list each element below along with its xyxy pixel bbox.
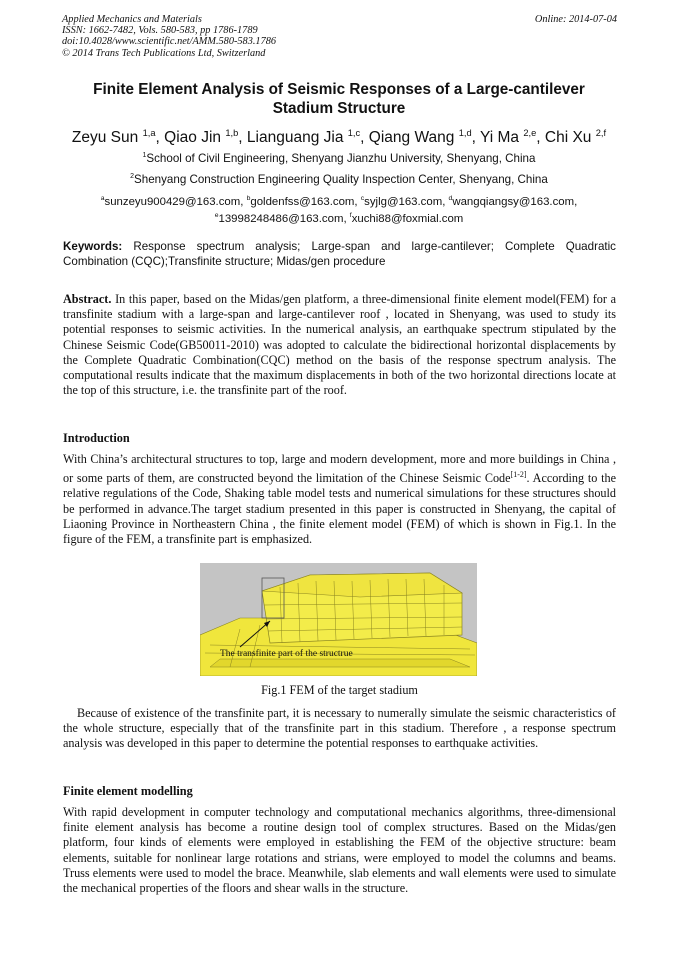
author: Qiang Wang $^{1,d}$ (368, 128, 472, 147)
author: Chi Xu $^{2,f}$ (544, 128, 607, 147)
paper-title (40, 80, 638, 118)
author: Yi Ma $^{2,e}$ (479, 128, 537, 147)
email: $^b$goldenfss@163.com (246, 195, 355, 208)
email-list: $^a$sunzeyu900429@163.com, $^b$goldenfss@163.com, $^c$syjlg@163.com, $^d$wangqiangsy@163.com, $^e$13998248486@163.com, $^f$xuchi88@foxmial.com (100, 195, 578, 225)
journal-header (62, 14, 617, 59)
author: Qiao Jin $^{1,b}$ (164, 128, 239, 147)
issn-line: ISSN: 1662-7482, Vols. 580-583, pp 1786-1789 (62, 25, 258, 37)
affiliation-1: $^1$School of Civil Engineering, Shenyang Jianzhu University, Shenyang, China (142, 151, 536, 165)
keywords-text: Response spectrum analysis; Large-span and large-cantilever; Complete Quadratic Combination (CQC);Transfinite structure; Midas/gen procedure (63, 240, 616, 268)
fem-paragraph-1: With rapid development in computer technology and computational mechanics algorithms, three-dimensional finite element analysis has become a routine design tool of complex structures. Based on the Midas/gen platform, four kinds of elements were employed in establishing the FEM of the objective structure: beam elements, suitable for nonlinear large rotations and strians, were employed to model the columns and beams. Truss elements were used to model the brace. Meanwhile, slab elements and wall elements were used to simulate the mechanical properties of the floors and shear walls in the structure. (63, 805, 616, 896)
fem-figure (200, 563, 477, 676)
email: $^a$sunzeyu900429@163.com (100, 195, 241, 208)
introduction-heading: Introduction (63, 431, 130, 445)
introduction-paragraph-2: Because of existence of the transfinite part, it is necessary to numerally simulate the seismic characteristics of the whole structure, especially that of the transfinite part in this stadium. Therefore , a response spectrum analysis was developed in this paper to determine the potential responses to earthquake activities. (63, 706, 616, 751)
author: Lianguang Jia $^{1,c}$ (246, 128, 361, 147)
author: Zeyu Sun $^{1,a}$ (71, 128, 156, 147)
abstract-text: In this paper, based on the Midas/gen platform, a three-dimensional finite element model(FEM) for a transfinite stadium with a large-span and large-cantilever roof , located in Shenyang, was used to study its potential responses to seismic activities. In the numerical analysis, an earthquake spectrum stipulated by the Chinese Seismic Code(GB50011-2010) was adopted to calculate the bidirectional horizontal displacements by the Complete Quadratic Combination(CQC) method on the basis of the response spectrum analysis. The computational results indicate that the maximum displacements in both of the two horizontal directions locate at the top of this structure, i.e. the transfinite part of the roof. (63, 292, 616, 398)
email: $^c$syjlg@163.com (360, 195, 443, 208)
title-line-1: Finite Element Analysis of Seismic Responses of a Large-cantilever (93, 81, 585, 98)
author-list: Zeyu Sun $^{1,a}$, Qiao Jin $^{1,b}$, Lianguang Jia $^{1,c}$, Qiang Wang $^{1,d}$, Yi Ma $^{2,e}$, Chi Xu $^{2,f}$ (71, 128, 607, 147)
doi-line: doi:10.4028/www.scientific.net/AMM.580-583.1786 (62, 36, 277, 48)
email: $^f$xuchi88@foxmial.com (349, 211, 464, 225)
copyright-line: © 2014 Trans Tech Publications Ltd, Switzerland (62, 47, 266, 59)
introduction-paragraph-1: With China’s architectural structures to top, large and modern development, more and more buildings in China , or some parts of them, are constructed beyond the limitation of the Chinese Seismic Code[1-2]. According to the relative regulations of the Code, Shaking table model tests and numerical simulations for these structures should be performed in advance.The target stadium presented in this paper is constructed in Shenyang, the capital of Liaoning Province in Northeastern China , the finite element model (FEM) of which is shown in Fig.1. In the figure of the FEM, a transfinite part is emphasized. (63, 452, 616, 547)
transfinite-annotation: The transfinite part of the structrue (220, 649, 353, 659)
journal-name: Applied Mechanics and Materials (62, 14, 202, 25)
online-date: Online: 2014-07-04 (534, 14, 617, 25)
email: $^e$13998248486@163.com (214, 211, 344, 225)
figure-caption: Fig.1 FEM of the target stadium (261, 683, 418, 697)
title-line-2: Stadium Structure (272, 100, 406, 117)
abstract-label: Abstract. (63, 292, 112, 306)
stadium-model-image (200, 563, 477, 676)
abstract (63, 292, 616, 398)
keywords (63, 240, 616, 269)
affiliation-2: $^2$Shenyang Construction Engineering Quality Inspection Center, Shenyang, China (130, 172, 548, 186)
citation: [1-2] (510, 470, 527, 480)
email: $^d$wangqiangsy@163.com (448, 195, 575, 208)
fem-heading: Finite element modelling (63, 784, 193, 798)
keywords-label: Keywords: (63, 240, 123, 253)
